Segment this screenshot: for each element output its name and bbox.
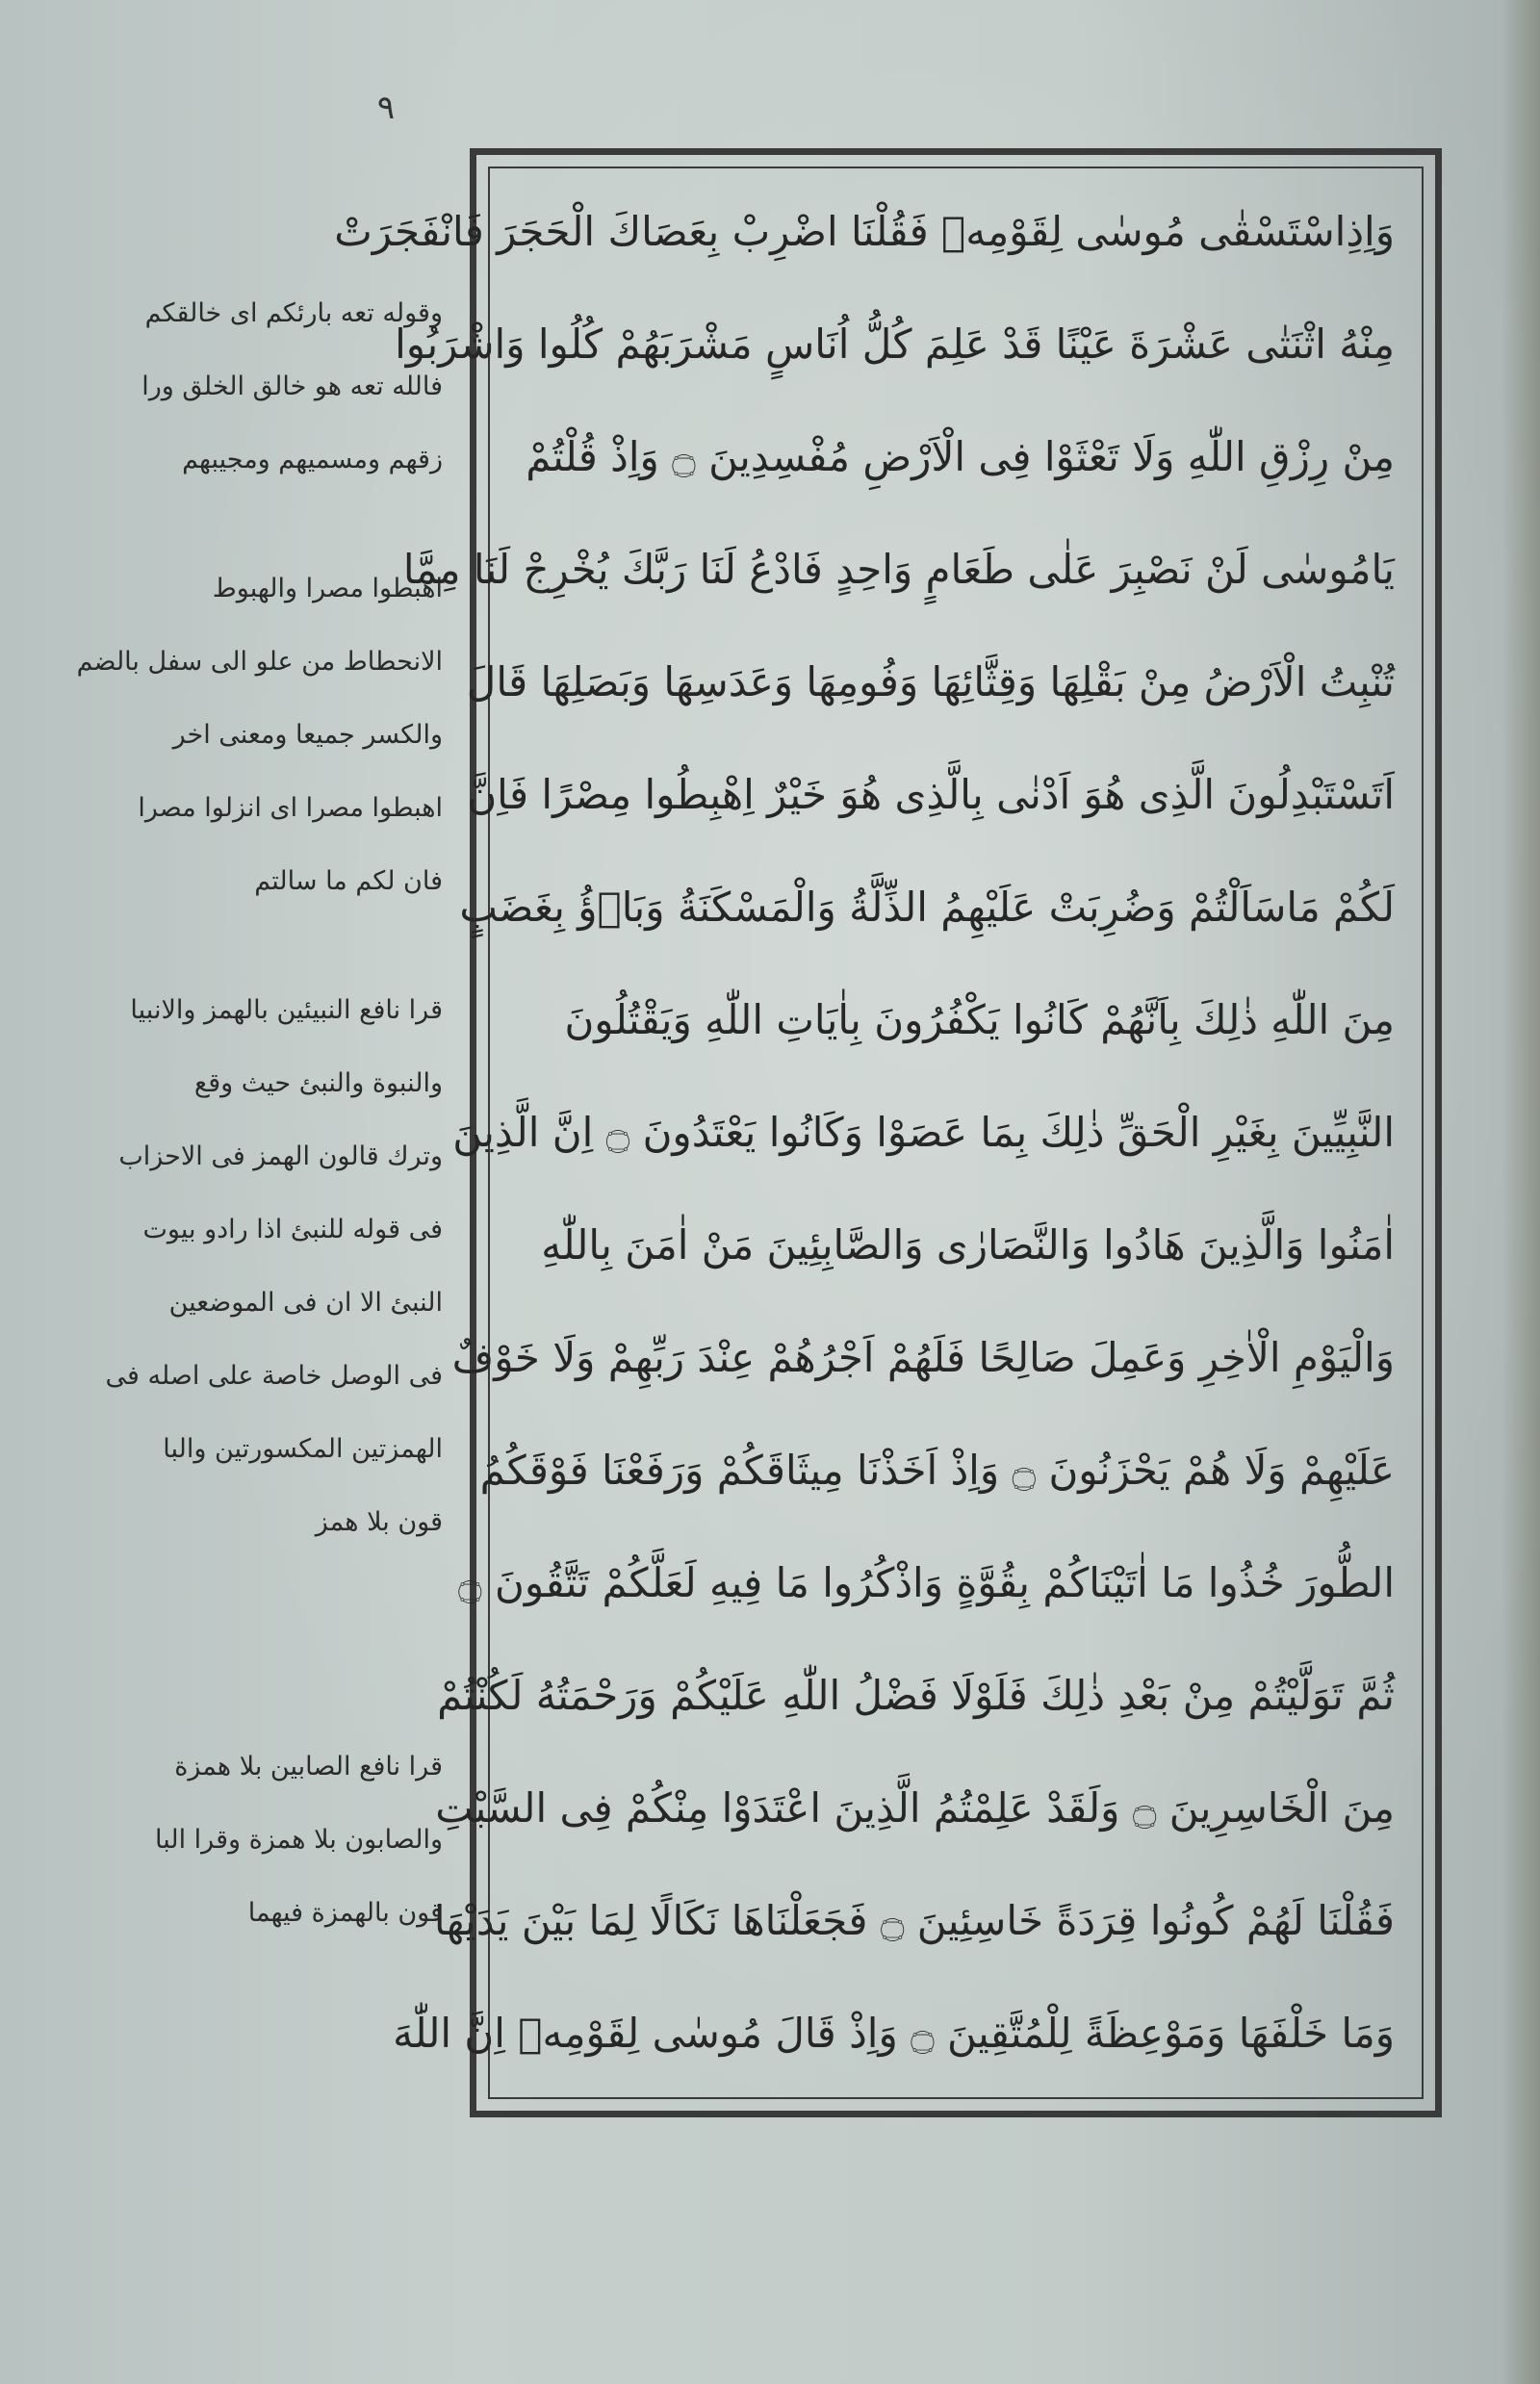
spacer [116, 1615, 443, 1730]
main-text-line: وَمَا خَلْفَهَا وَمَوْعِظَةً لِلْمُتَّقِينَ ۝ وَاِذْ قَالَ مُوسٰى لِقَوْمِهٖ اِنَّ اللّٰهَ [393, 2009, 1395, 2057]
note-line: الانحطاط من علو الى سفل بالضم [76, 646, 443, 677]
note-line: وقوله تعه بارئكم اى خالقكم [144, 297, 443, 328]
main-text-line: مِنَ الْخَاسِرِينَ ۝ وَلَقَدْ عَلِمْتُمُ الَّذِينَ اعْتَدَوْا مِنْكُمْ فِى السَّبْتِ [435, 1783, 1395, 1832]
book-spine-shadow [1502, 0, 1540, 2384]
note-line: فى قوله للنبئ اذا رادو بيوت [142, 1214, 443, 1244]
main-text-line: ثُمَّ تَوَلَّيْتُمْ مِنْ بَعْدِ ذٰلِكَ فَلَوْلَا فَضْلُ اللّٰهِ عَلَيْكُمْ وَرَحْمَتُهُ لَكُنْتُمْ [437, 1671, 1395, 1719]
main-text-line: مِنَ اللّٰهِ ذٰلِكَ بِاَنَّهُمْ كَانُوا يَكْفُرُونَ بِاٰيَاتِ اللّٰهِ وَيَقْتُلُونَ [564, 995, 1395, 1043]
margin-note-4 [116, 1730, 443, 1950]
margin-notes [76, 277, 443, 2006]
main-text-line: لَكُمْ مَاسَاَلْتُمْ وَضُرِبَتْ عَلَيْهِمُ الذِّلَّةُ وَالْمَسْكَنَةُ وَبَاۤؤُ بِغَضَبٍ [459, 883, 1395, 931]
margin-note-2 [76, 552, 443, 918]
note-line: فان لكم ما سالتم [254, 865, 443, 896]
main-text-line: الطُّورَ خُذُوا مَا اٰتَيْنَاكُمْ بِقُوَّةٍ وَاذْكُرُوا مَا فِيهِ لَعَلَّكُمْ تَتَّقُونَ ۝ [458, 1558, 1395, 1606]
note-line: النبئ الا ان فى الموضعين [168, 1287, 443, 1318]
note-line: فالله تعه هو خالق الخلق ورا [141, 371, 443, 401]
note-line: قون بالهمزة فيهما [247, 1897, 443, 1928]
main-text-line: النَّبِيِّينَ بِغَيْرِ الْحَقِّ ذٰلِكَ بِمَا عَصَوْا وَكَانُوا يَعْتَدُونَ ۝ اِنَّ الَّذِينَ [452, 1108, 1395, 1156]
main-text-line: فَقُلْنَا لَهُمْ كُونُوا قِرَدَةً خَاسِئِينَ ۝ فَجَعَلْنَاهَا نَكَالًا لِمَا بَيْنَ يَدَيْهَا [433, 1896, 1395, 1944]
main-text-line: اَتَسْتَبْدِلُونَ الَّذِى هُوَ اَدْنٰى بِالَّذِى هُوَ خَيْرٌ اِهْبِطُوا مِصْرًا فَاِنَّ [467, 770, 1395, 818]
page-number: ٩ [376, 89, 396, 127]
main-text-line: يَامُوسٰى لَنْ نَصْبِرَ عَلٰى طَعَامٍ وَاحِدٍ فَادْعُ لَنَا رَبَّكَ يُخْرِجْ لَنَا مِمَّا [402, 545, 1395, 593]
note-line: اهبطوا مصرا اى انزلوا مصرا [138, 792, 443, 823]
note-line: زقهم ومسميهم ومجيبهم [182, 444, 443, 474]
main-text-line: اٰمَنُوا وَالَّذِينَ هَادُوا وَالنَّصَارٰى وَالصَّابِئِينَ مَنْ اٰمَنَ بِاللّٰهِ [541, 1220, 1395, 1269]
main-text-line: وَاِذِاسْتَسْقٰى مُوسٰى لِقَوْمِهٖ فَقُلْنَا اضْرِبْ بِعَصَاكَ الْحَجَرَ فَانْفَجَرَتْ [334, 207, 1395, 255]
margin-note-3 [105, 974, 443, 1559]
margin-note-1 [116, 277, 443, 497]
main-text-line: تُنْبِتُ الْاَرْضُ مِنْ بَقْلِهَا وَقِثَّائِهَا وَفُومِهَا وَعَدَسِهَا وَبَصَلِهَا قَالَ [466, 657, 1395, 705]
note-line: والنبوة والنبئ حيث وقع [193, 1067, 443, 1098]
note-line: اهبطوا مصرا والهبوط [212, 573, 443, 603]
note-line: وترك قالون الهمز فى الاحزاب [118, 1141, 443, 1171]
note-line: الهمزتين المكسورتين والبا [163, 1433, 443, 1464]
note-line: قرا نافع الصابين بلا همزة [174, 1751, 443, 1782]
main-text-line: مِنْ رِزْقِ اللّٰهِ وَلَا تَعْثَوْا فِى الْاَرْضِ مُفْسِدِينَ ۝ وَاِذْ قُلْتُمْ [526, 432, 1395, 480]
note-line: قون بلا همز [315, 1506, 443, 1537]
main-text-line: مِنْهُ اثْنَتٰى عَشْرَةَ عَيْنًا قَدْ عَلِمَ كُلُّ اُنَاسٍ مَشْرَبَهُمْ كُلُوا وَاشْرَبُوا [395, 320, 1395, 368]
note-line: فى الوصل خاصة على اصله فى [105, 1360, 443, 1391]
note-line: والكسر جميعا ومعنى اخر [172, 719, 443, 750]
note-line: والصابون بلا همزة وقرا البا [155, 1824, 443, 1855]
main-text-line: عَلَيْهِمْ وَلَا هُمْ يَحْزَنُونَ ۝ وَاِذْ اَخَذْنَا مِيثَاقَكُمْ وَرَفَعْنَا فَوْقَكُمُ [479, 1446, 1395, 1494]
main-text-line: وَالْيَوْمِ الْاٰخِرِ وَعَمِلَ صَالِحًا فَلَهُمْ اَجْرُهُمْ عِنْدَ رَبِّهِمْ وَلَا خَوْفٌ [451, 1333, 1395, 1381]
note-line: قرا نافع النبيئين بالهمز والانبيا [130, 994, 443, 1025]
